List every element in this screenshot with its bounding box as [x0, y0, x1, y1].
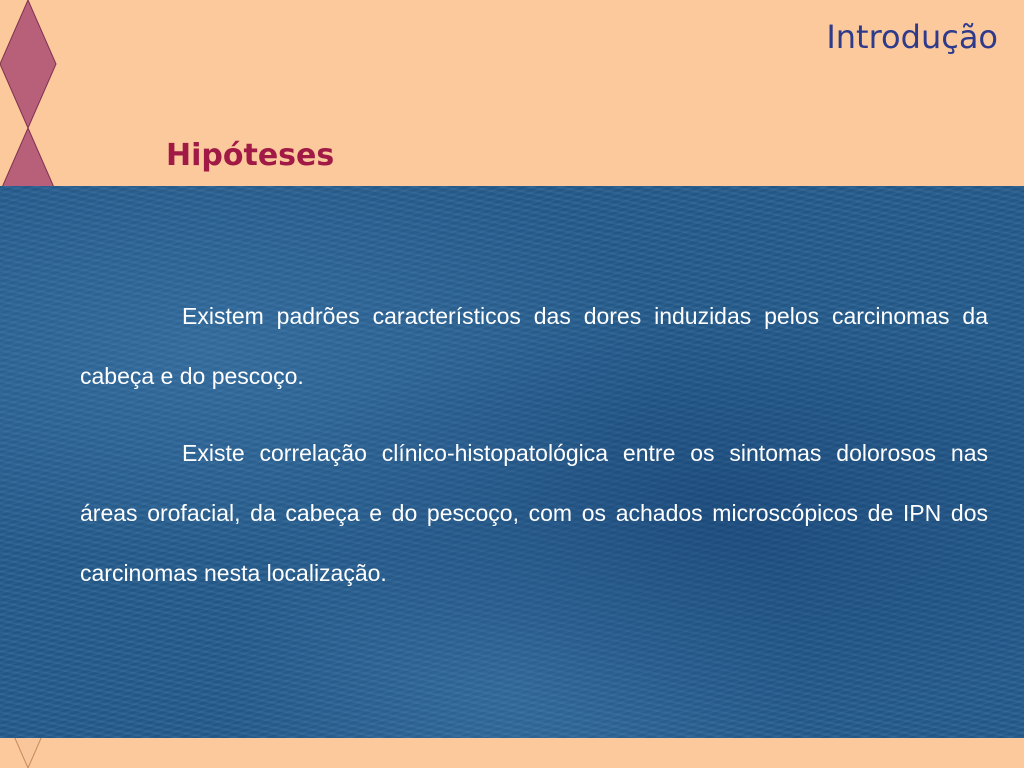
section-heading: Hipóteses: [166, 138, 335, 173]
body-text: [80, 286, 988, 620]
diamond-shape: [0, 0, 56, 128]
slide-title: Introdução: [826, 18, 998, 56]
paragraph: Existe correlação clínico-histopatológica entre os sintomas dolorosos nas áreas orofacial, da cabeça e do pescoço, com os achados microscópicos de IPN dos carcinomas nesta localização.: [80, 440, 988, 586]
paragraph: Existem padrões característicos das dores induzidas pelos carcinomas da cabeça e do pescoço.: [80, 303, 988, 389]
